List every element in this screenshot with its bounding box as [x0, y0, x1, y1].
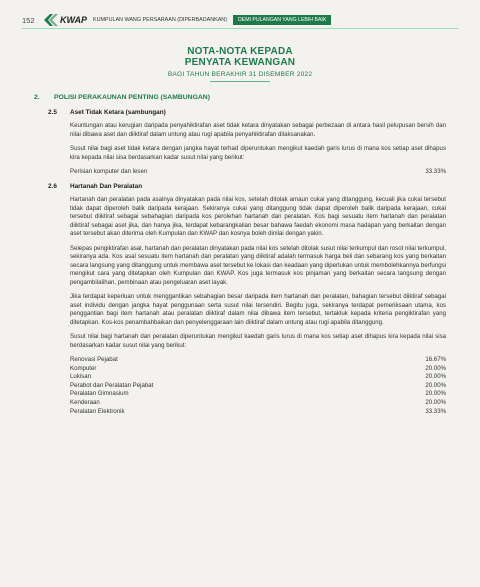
paragraph: Keuntungan atau kerugian daripada penyahiktirafan aset tidak ketara dinyatakan sebagai perbezaan di antara hasil pelupusan bersih dan nilai dibawa aset dan diiktiraf dalam untung atau rugi apabila penyahiktirafan dilaksanakan. [70, 122, 446, 138]
rate-row [70, 390, 446, 399]
page-title-line2: PENYATA KEWANGAN [184, 57, 296, 68]
rate-row [70, 168, 446, 177]
subsection-heading-2-6 [34, 183, 446, 192]
subsection-number: 2.6 [48, 182, 57, 190]
page-subtitle: BAGI TAHUN BERAKHIR 31 DISEMBER 2022 [167, 71, 313, 78]
title-underline [210, 81, 270, 82]
publisher-name: KUMPULAN WANG PERSARAAN (DIPERBADANKAN) [93, 17, 227, 23]
rate-label: Lukisan [70, 373, 92, 381]
rate-label: Renovasi Pejabat [70, 356, 118, 363]
page-header [22, 10, 458, 30]
subsection-title: Aset Tidak Ketara (sambungan) [70, 108, 166, 116]
rate-label: Kenderaan [70, 398, 100, 406]
subsection-heading-2-5 [34, 109, 446, 118]
rate-label: Komputer [70, 364, 97, 372]
section-heading [34, 94, 446, 103]
rate-row [70, 365, 446, 374]
rate-value: 20.00% [425, 398, 446, 406]
header-divider [22, 28, 458, 29]
rate-row [70, 382, 446, 391]
rate-value: 20.00% [425, 373, 446, 381]
paragraph: Jika terdapat keperluan untuk menggantikan sebahagian besar daripada item hartanah dan peralatan, bahagian tersebut diiktiraf sebagai aset individu dengan jangka hayat penggunaan serta susut nilai tersendiri. Begitu juga, sekiranya terdapat pemeriksaan utama, kos penggantian bagi item hartanah atau peralatan diiktiraf dalam nilai dibawa item tersebut, tertakluk kepada kriteria pengiktirafan yang ditetapkan. Kos-kos penambahbaikan dan penyelenggaraan lain diiktiraf dalam untung atau rugi apabila ditanggung. [70, 293, 446, 326]
title-block [0, 46, 480, 82]
rate-value: 33.33% [425, 168, 446, 175]
rate-value: 16.67% [425, 356, 446, 363]
tagline-badge: DEMI PULANGAN YANG LEBIH BAIK [233, 15, 331, 25]
paragraph: Hartanah dan peralatan pada asalnya dinyatakan pada nilai kos, setelah ditolak amaun cukai yang ditanggung, kecuali jika cukai tersebut tidak dapat diperoleh balik daripada kerajaan. Sekiranya cukai yang ditanggung tidak dapat diperoleh balik daripada kerajaan, cukai tersebut diiktiraf sebagai sebahagian daripada kos perolehan hartanah dan peralatan. Kos bagi sesuatu item hartanah dan peralatan diiktiraf sebagai aset jika, dan hanya jika, terdapat kebarangkalian besar bahawa faedah ekonomi masa hadapan yang berkaitan dengan aset tersebut akan diterima oleh Kumpulan dan KWAP dan kosnya boleh dinilai dengan yakin. [70, 196, 446, 237]
rate-value: 20.00% [425, 364, 446, 372]
rate-label: Peralatan Elektronik [70, 407, 125, 415]
paragraph: Selepas pengiktirafan asal, hartanah dan peralatan dinyatakan pada nilai kos setelah ditolak susut nilai terkumpul dan rosot nilai terkumpul, sekiranya ada. Kos asal sesuatu item hartanah dan peralatan yang diiktiraf adalah termasuk harga beli dan sebarang kos yang berkaitan secara langsung yang ditanggung untuk membawa aset tersebut ke lokasi dan keadaan yang diperlukan untuk membolehkannya berfungsi mengikut cara yang ditetapkan oleh Kumpulan dan KWAP. Kos juga termasuk kos pinjaman yang berkaitan secara langsung dengan pengambilalihan, pembinaan atau pengeluaran aset layak. [70, 244, 446, 286]
rate-label: Peralatan Gimnasium [70, 390, 129, 398]
kwap-logo [44, 14, 87, 26]
page-number: 152 [22, 15, 35, 25]
rate-value: 20.00% [425, 390, 446, 398]
kwap-logo-icon [44, 14, 58, 26]
rate-row [70, 356, 446, 365]
rate-value: 33.33% [425, 407, 446, 415]
section-number: 2. [34, 94, 40, 101]
paragraph: Susut nilai bagi hartanah dan peralatan diperuntukan mengikut kaedah garis lurus di mana kos setiap aset dihapus kira kepada nilai sisa berdasarkan kadar susut nilai yang berikut: [70, 333, 446, 349]
rate-row [70, 408, 446, 417]
page-title-line1: NOTA-NOTA KEPADA [187, 46, 293, 57]
rate-label: Perisian komputer dan lesen [70, 168, 148, 175]
section-title: POLISI PERAKAUNAN PENTING (SAMBUNGAN) [54, 94, 210, 101]
rate-row [70, 399, 446, 408]
paragraph: Susut nilai bagi aset tidak ketara dengan jangka hayat terhad diperuntukan mengikut kaedah garis lurus di mana kos setiap aset dihapus kira kepada nilai sisa berdasarkan kadar susut nilai yang berikut: [70, 145, 446, 161]
logo-text: KWAP [60, 15, 87, 25]
subsection-title: Hartanah Dan Peralatan [70, 182, 143, 190]
notes-content [34, 94, 446, 416]
rate-value: 20.00% [425, 381, 446, 389]
rate-row [70, 373, 446, 382]
subsection-number: 2.5 [48, 108, 57, 116]
depreciation-rate-list [34, 356, 446, 416]
rate-label: Perabot dan Peralatan Pejabat [70, 381, 154, 389]
